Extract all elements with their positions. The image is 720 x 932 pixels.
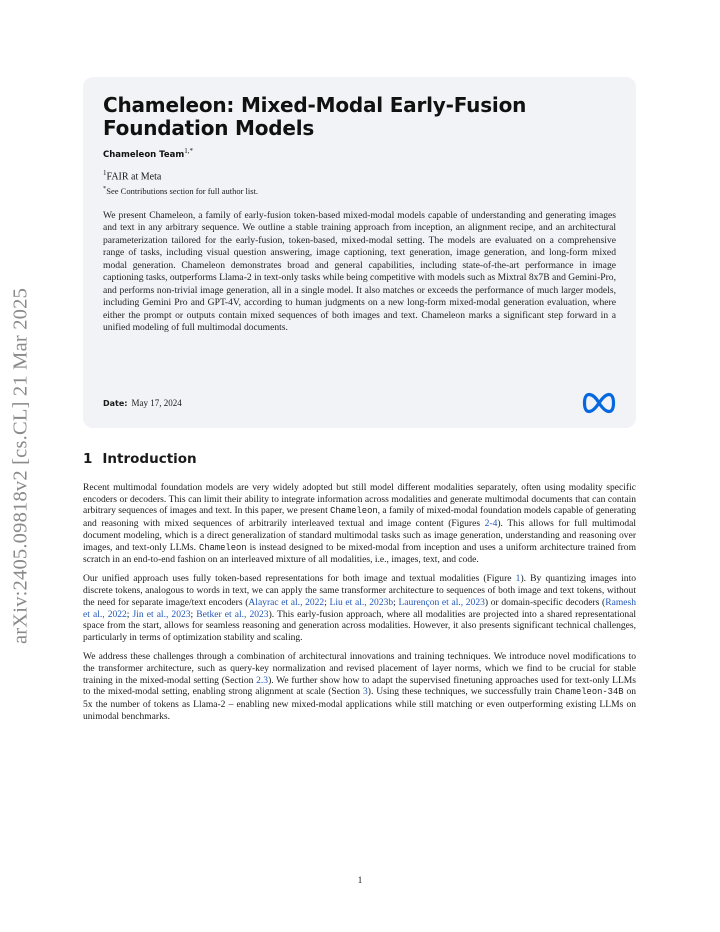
paper-title: Chameleon: Mixed-Modal Early-Fusion Foundation Models: [103, 93, 527, 140]
figure-reference-link[interactable]: 2-4: [484, 518, 498, 530]
author-name: Chameleon Team: [103, 149, 185, 160]
author-marks: 1,*: [184, 147, 193, 155]
text-span: Our unified approach uses fully token-based representations for both image and textual modalities (Figure: [83, 573, 516, 585]
section-number: 1: [83, 451, 93, 467]
paragraph-2: [83, 573, 636, 643]
page-number: 1: [357, 876, 363, 886]
citation-link[interactable]: Ramesh et al., 2022: [83, 596, 636, 620]
text-span: ;: [126, 608, 133, 620]
citation-link[interactable]: Alayrac et al., 2022: [248, 596, 325, 608]
text-span: ). Using these techniques, we successfully train: [367, 686, 555, 698]
text-span: ;: [190, 608, 197, 620]
text-span: ). This early-fusion approach, where all modalities are projected into a shared representational space from the start, allows for seamless reasoning and generation across modalities. However, it also presents significant technical challenges, particularly in terms of optimization stability and scaling.: [83, 608, 637, 643]
note-text: See Contributions section for full author list.: [106, 185, 259, 196]
text-span: on 5x the number of tokens as Llama-2 – enabling new mixed-modal applications while still matching or even outperforming existing LLMs on unimodal benchmarks.: [83, 686, 637, 722]
title-box: [83, 77, 636, 428]
section-reference-link[interactable]: 3: [362, 686, 368, 698]
text-span: ;: [324, 596, 330, 608]
note-mark: *: [103, 185, 107, 193]
section-heading-introduction: [83, 451, 197, 467]
affiliation-mark: 1: [103, 168, 107, 177]
author-line: [103, 147, 616, 160]
meta-infinity-logo-icon: [582, 392, 616, 414]
abstract: We present Chameleon, a family of early-fusion token-based mixed-modal models capable of understanding and generating images and text in any arbitrary sequence. We outline a stable training approach from inception, an alignment recipe, and an architectural parameterization tailored for the early-fusion, token-based, mixed-modal setting. The models are evaluated on a comprehensive range of tasks, including visual question answering, image captioning, text generation, image generation, and long-form mixed modal generation. Chameleon demonstrates broad and general capabilities, including state-of-the-art performance in image captioning tasks, outperforms Llama-2 in text-only tasks while being competitive with models such as Mixtral 8x7B and Gemini-Pro, and performs non-trivial image generation, all in a single model. It also matches or exceeds the performance of much larger models, including Gemini Pro and GPT-4V, according to human judgments on a new long-form mixed-modal generation evaluation, where either the prompt or outputs contain mixed sequences of both images and text. Chameleon marks a significant step forward in a unified modeling of full multimodal documents.: [103, 209, 616, 334]
section-reference-link[interactable]: 2.3: [256, 674, 269, 686]
citation-link[interactable]: Laurençon et al., 2023: [398, 596, 485, 608]
introduction-body: [83, 482, 636, 730]
citation-link[interactable]: Jin et al., 2023: [132, 608, 191, 620]
arxiv-identifier-stamp: arXiv:2405.09818v2 [cs.CL] 21 Mar 2025: [9, 287, 32, 645]
text-span: , a family of mixed-modal foundation models capable of generating and reasoning with mixed sequences of arbitrarily interleaved textual and image content (Figures: [83, 505, 636, 530]
citation-link[interactable]: Betker et al., 2023: [196, 608, 269, 620]
text-span: ). By quantizing images into discrete tokens, analogous to words in text, we can apply the same transformer architecture to sequences of both image and text tokens, without the need for separate image/text encoders (: [83, 573, 636, 608]
paragraph-3: [83, 651, 636, 722]
model-name: Chameleon-34B: [554, 687, 624, 698]
date: [103, 398, 182, 408]
text-span: We address these challenges through a combination of architectural innovations and training techniques. We introduce novel modifications to the transformer architecture, such as query-key normalization and revised placement of layer norms, which we find to be crucial for stable training in the mixed-modal setting (Section: [83, 651, 636, 686]
text-span: is instead designed to be mixed-modal from inception and uses a uniform architecture trained from scratch in an end-to-end fashion on an interleaved mixture of all modalities, i.e., images, text, and code.: [83, 541, 636, 566]
paragraph-1: [83, 482, 636, 566]
citation-link[interactable]: Liu et al., 2023b: [329, 596, 394, 608]
model-name: Chameleon: [199, 542, 247, 553]
text-span: Recent multimodal foundation models are very widely adopted but still model different modalities separately, often using modality specific encoders or decoders. This can limit their ability to integrate information across modalities and generate multimodal documents that can contain arbitrary sequences of images and text. In this paper, we present: [83, 482, 636, 517]
text-span: ;: [393, 596, 399, 608]
figure-reference-link[interactable]: 1: [515, 573, 521, 585]
affiliation: [103, 169, 616, 182]
text-span: ) or domain-specific decoders (: [484, 596, 606, 608]
date-label: Date:: [103, 399, 128, 408]
affiliation-text: FAIR at Meta: [106, 171, 162, 183]
date-row: [103, 392, 616, 414]
section-title: Introduction: [102, 451, 197, 467]
model-name: Chameleon: [330, 506, 378, 517]
date-value: May 17, 2024: [131, 398, 182, 408]
contributions-note: [103, 185, 616, 196]
text-span: ). This allows for full multimodal document modeling, which is a direct generalization of standard multimodal tasks such as image generation, understanding and reasoning over images, and text-only LLMs.: [83, 518, 636, 553]
text-span: ). We further show how to adapt the supervised finetuning approaches used for text-only LLMs to the mixed-modal setting, enabling strong alignment at scale (Section: [83, 674, 637, 698]
